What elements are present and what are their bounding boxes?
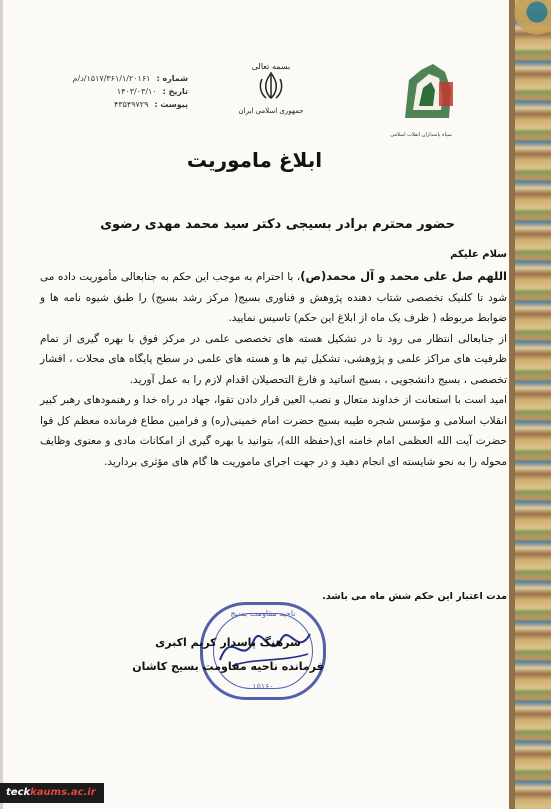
paragraph-1-text: ، با احترام به موجب این حکم به جنابعالی مأموریت داده می شود تا کلنیک تخصصی شتاب دهنده پژوهش و فناوری بسیج( مرکز رشد بسیج) را طبق شیوه نامه ها و ضوابط مربوطه ( ظرف یک ماه از ابلاغ این حکم) تاسیس نمایید. [40,271,507,324]
validity-note: مدت اعتبار این حکم شش ماه می باشد. [322,591,507,602]
border-ornament [481,0,551,60]
page-edge [0,0,3,809]
stamp-text: ناحیه مقاومت بسیج [230,609,296,618]
stamp-number: ۱۵۱۶۰ [252,682,274,691]
signatory-name: سرهنگ پاسدار کریم اکبری [155,636,301,649]
attachment-value: ۴۳۵۴۹۷۲۹ [114,100,149,109]
bismillah: بسمه تعالی [251,62,291,71]
iran-emblem [236,62,306,124]
paragraph-1 [40,266,507,329]
watermark-prefix: teck [6,787,31,798]
basij-emblem-icon [399,60,461,126]
date-label: تاریخ : [162,87,188,96]
letter-body [40,266,507,472]
org-caption: سپاه پاسداران انقلاب اسلامی [390,132,452,138]
addressee: حضور محترم برادر بسیجی دکتر سید محمد مهدی رضوی [100,217,455,232]
site-watermark [0,783,104,803]
watermark-suffix: kaums.ac.ir [30,787,96,798]
paragraph-2: از جنابعالی انتظار می رود تا در تشکیل هسته های تخصصی علمی در مرکز فوق با بهره گیری از تمام ظرفیت های مراکز علمی و پژوهشی، تشکیل تیم ها و هسته های علمی در سطح پایگاه های محلات ، اقشار تخصصی ، بسیج دانشجویی ، بسیج اساتید و فارغ التحصیلان اقدام لازم را به عمل آورید. [40,332,507,386]
number-value: ۱۵۱۷/۳۶۱/۱/۲۰۱۶۱/د/م [72,74,151,83]
letter-metadata [48,72,188,111]
attachment-label: پیوست : [154,100,188,109]
greeting: سلام علیکم [450,249,507,260]
basij-logo [395,60,465,130]
salutation-prayer: اللهم صل علی محمد و آل محمد(ص) [300,269,507,283]
signatory-title: فرمانده ناحیه مقاومت بسیج کاشان [132,660,324,673]
iran-emblem-icon [254,71,288,101]
number-label: شماره : [156,74,188,83]
paragraph-3: امید است با استعانت از خداوند متعال و نصب العین قرار دادن تقوا، جهاد در راه خدا و رهنمودهای رهبر کبیر انقلاب اسلامی و مؤسس شجره طیبه بسیج حضرت امام خمینی(ره) و فرامین مطاع فرمانده معظم کل قوا حضرت آیت الله العظمی امام خامنه ای(حفظه الله)، بتوانید با بهره گیری از امکانات مادی و معنوی وظایف محوله را به نحو شایسته ای انجام دهید و در جهت اجرای ماموریت ها گام های مؤثری بردارید. [40,394,507,468]
document-title: ابلاغ ماموریت [186,148,323,172]
ornate-border [509,0,551,809]
date-value: ۱۴۰۳/۰۳/۱۰ [116,87,157,96]
government-name: جمهوری اسلامی ایران [238,107,304,115]
